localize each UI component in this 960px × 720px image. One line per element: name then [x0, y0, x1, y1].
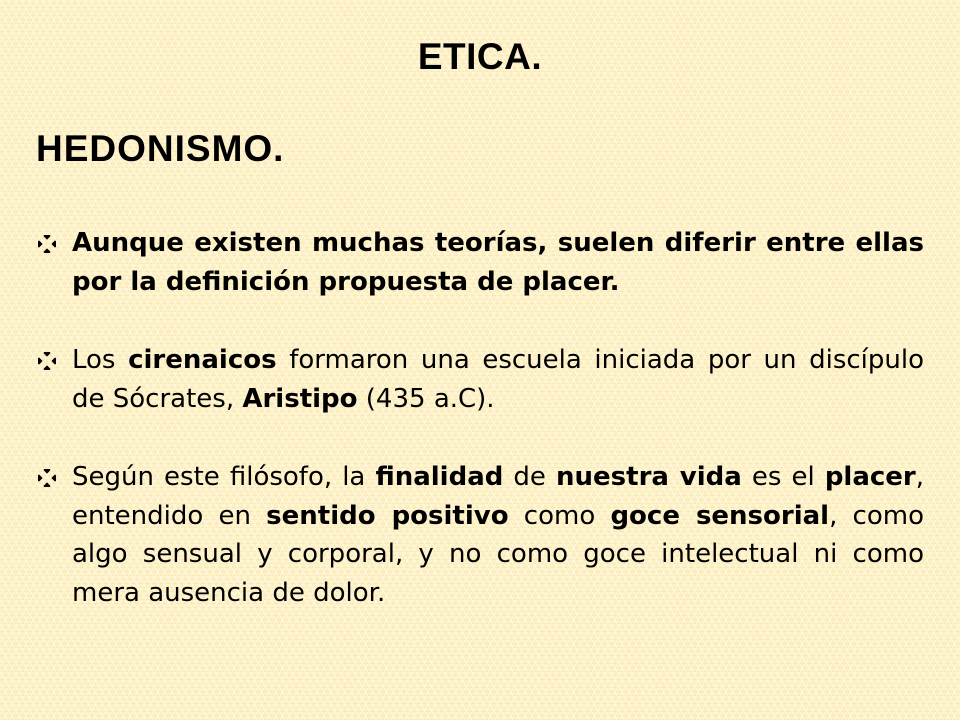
section-heading: HEDONISMO. [36, 128, 285, 169]
bullet-text [72, 224, 924, 301]
text-segment: (435 a.C). [357, 383, 495, 414]
text-segment: Los [72, 345, 129, 375]
bullet-text [72, 341, 924, 418]
text-segment: , como algo sensual y corporal, y no como goce intelectual ni como mera ausencia de dolor. [72, 500, 924, 608]
text-segment: como [508, 500, 611, 531]
text-segment: Según este filósofo, la [72, 462, 376, 492]
bold-segment: placer [824, 462, 916, 492]
bold-segment: nuestra vida [556, 462, 742, 492]
bullet-item-definicion-placer [36, 224, 924, 301]
four-diamond-bullet-icon [38, 469, 56, 487]
bullet-list [36, 224, 924, 652]
four-diamond-bullet-icon [38, 352, 56, 370]
bullet-item-finalidad-vida [36, 458, 924, 612]
bold-segment: cirenaicos [128, 345, 277, 375]
four-diamond-bullet-icon [38, 235, 56, 253]
text-segment: de [503, 462, 557, 492]
bullet-item-cirenaicos [36, 341, 924, 418]
bullet-text [72, 458, 924, 612]
slide-title: ETICA. [417, 36, 543, 77]
text-segment: es el [741, 462, 825, 492]
text-segment: , entendido en [72, 462, 925, 531]
text-segment: formaron una escuela iniciada por un discípulo de Sócrates, [72, 345, 925, 414]
bold-segment: Aunque existen muchas teorías, suelen diferir entre ellas por la definición propuesta de placer. [72, 228, 924, 297]
bold-segment: goce sensorial [610, 500, 830, 531]
bold-segment: sentido positivo [266, 500, 509, 531]
bold-segment: finalidad [375, 462, 504, 492]
bold-segment: Aristipo [242, 383, 358, 414]
